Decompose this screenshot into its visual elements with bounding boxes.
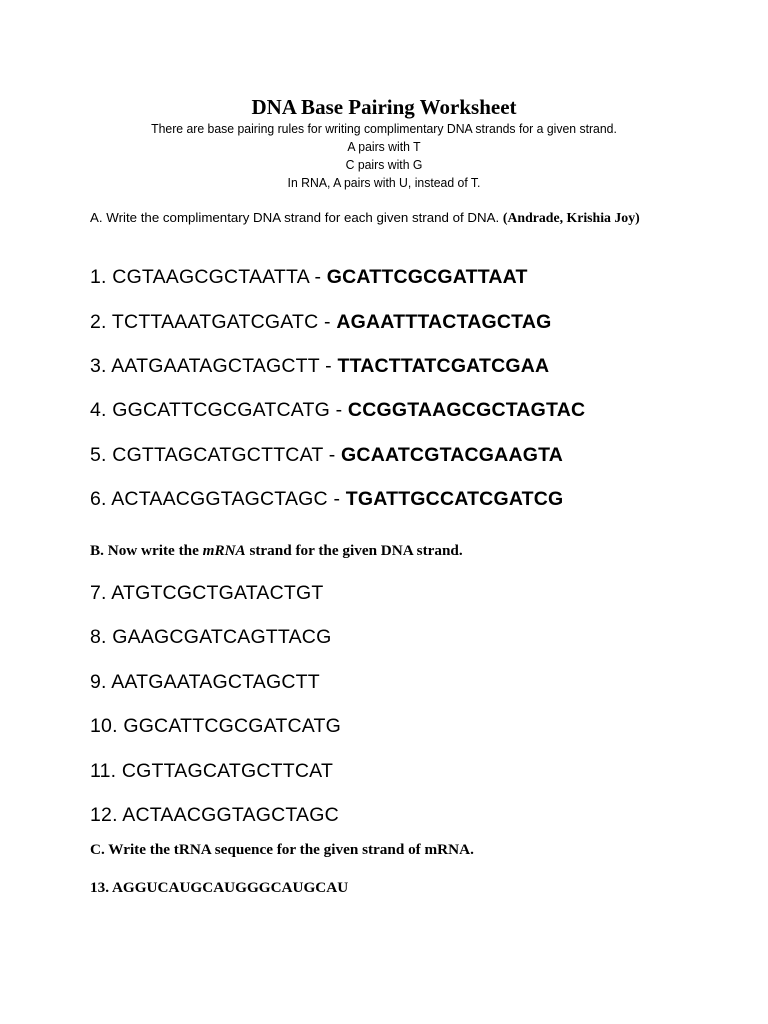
section-c-instruction: C. Write the tRNA sequence for the given strand of mRNA.	[90, 841, 474, 858]
question-text: 2. TCTTAAATGATCGATC -	[90, 311, 337, 333]
question-text: 6. ACTAACGGTAGCTAGC -	[90, 488, 346, 510]
answer-text: GCATTCGCGATTAAT	[326, 266, 528, 288]
section-a-text: A. Write the complimentary DNA strand for each given strand of DNA.	[90, 210, 500, 225]
rule-a-t: A pairs with T	[347, 139, 421, 154]
question-4	[90, 398, 585, 422]
question-13: 13. AGGUCAUGCAUGGGCAUGCAU	[90, 879, 349, 896]
question-9: 9. AATGAATAGCTAGCTT	[90, 671, 320, 693]
answer-text: AGAATTTACTAGCTAG	[336, 311, 552, 333]
question-text: 1. CGTAAGCGCTAATTA -	[90, 266, 327, 288]
section-a-instruction	[90, 209, 640, 227]
rule-rna: In RNA, A pairs with U, instead of T.	[287, 175, 481, 190]
worksheet-title: DNA Base Pairing Worksheet	[251, 95, 517, 119]
question-10: 10. GGCATTCGCGATCATG	[90, 715, 342, 737]
question-11: 11. CGTTAGCATGCTTCAT	[90, 760, 334, 782]
question-8: 8. GAAGCGATCAGTTACG	[90, 626, 332, 648]
rule-c-g: C pairs with G	[345, 157, 423, 172]
section-b-prefix: B. Now write the	[90, 542, 203, 559]
question-5	[90, 443, 563, 467]
question-6	[90, 487, 563, 511]
section-b-suffix: strand for the given DNA strand.	[245, 542, 463, 559]
answer-text: TGATTGCCATCGATCG	[345, 488, 564, 510]
answer-text: CCGGTAAGCGCTAGTAC	[347, 399, 586, 421]
section-b-instruction	[90, 541, 463, 561]
author-name: (Andrade, Krishia Joy)	[502, 210, 640, 225]
question-text: 3. AATGAATAGCTAGCTT -	[90, 355, 338, 377]
section-b-emphasis: mRNA	[202, 542, 246, 559]
question-text: 4. GGCATTCGCGATCATG -	[90, 399, 348, 421]
question-3	[90, 354, 549, 378]
answer-text: GCAATCGTACGAAGTA	[341, 444, 564, 466]
question-text: 5. CGTTAGCATGCTTCAT -	[90, 444, 342, 466]
question-2	[90, 310, 552, 334]
question-1	[90, 265, 528, 289]
question-7: 7. ATGTCGCTGATACTGT	[90, 582, 324, 604]
intro-line: There are base pairing rules for writing complimentary DNA strands for a given strand.	[151, 121, 617, 136]
answer-text: TTACTTATCGATCGAA	[337, 355, 550, 377]
question-12: 12. ACTAACGGTAGCTAGC	[90, 804, 339, 826]
